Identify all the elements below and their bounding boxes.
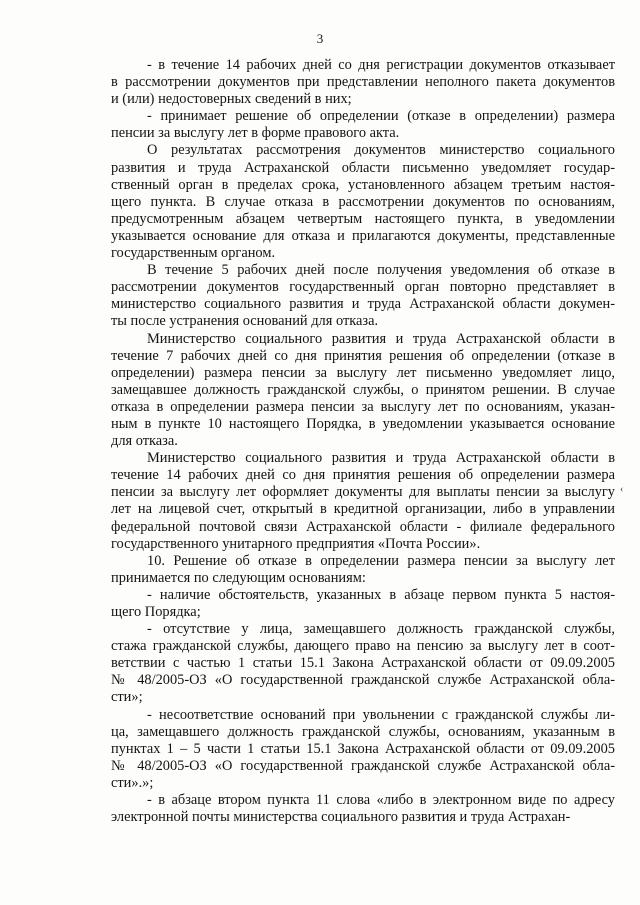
text-line: - принимает решение об определении (отказе в определении) размера xyxy=(147,108,615,125)
text-line: № 48/2005-ОЗ «О государственной гражданской службе Астраханской обла- xyxy=(111,672,615,689)
text-line: пенсии за выслугу лет в форме правового акта. xyxy=(111,125,400,142)
paragraph xyxy=(111,587,615,621)
paragraph xyxy=(111,57,615,108)
text-line: В течение 5 рабочих дней после получения уведомления об отказе в xyxy=(147,262,615,279)
text-line: течение 14 рабочих дней со дня принятия решения об определении размера xyxy=(111,467,615,484)
text-line: ственный орган в пределах срока, установленного абзацем третьим настоя- xyxy=(111,176,615,193)
text-line: государственным органом. xyxy=(111,245,276,262)
paragraph xyxy=(111,450,615,553)
text-line: - наличие обстоятельств, указанных в абзаце первом пункта 5 настоя- xyxy=(147,586,615,603)
paragraph xyxy=(111,262,615,330)
text-line: федеральной почтовой связи Астраханской области - филиале федерального xyxy=(111,518,615,535)
paragraph xyxy=(111,792,615,826)
text-line: - в абзаце втором пункта 11 слова «либо в электронном виде по адресу xyxy=(147,792,615,809)
text-line: министерство социального развития и труда Астраханской области докумен- xyxy=(111,296,615,313)
page-number: 3 xyxy=(316,31,324,46)
text-line: отказа в определении размера пенсии за выслугу лет по основаниям, указан- xyxy=(111,398,615,415)
text-line: - в течение 14 рабочих дней со дня регистрации документов отказывает xyxy=(147,57,615,73)
text-line: предусмотренным абзацем четвертым настоящего пункта, в уведомлении xyxy=(111,210,615,227)
paragraph xyxy=(111,331,615,451)
text-line: рассмотрении документов государственный орган повторно представляет в xyxy=(111,279,615,296)
text-line: указывается основание для отказа и прилагаются документы, представленные xyxy=(111,227,615,244)
text-line: - отсутствие у лица, замещавшего должность гражданской службы, xyxy=(147,621,615,638)
text-line: щего пункта. В случае отказа в рассмотрении документов по основаниям, xyxy=(111,193,615,210)
text-line: пунктах 1 – 5 части 1 статьи 15.1 Закона Астраханской области от 09.09.2005 xyxy=(111,740,615,757)
text-line: № 48/2005-ОЗ «О государственной гражданской службе Астраханской обла- xyxy=(111,757,615,774)
paragraph xyxy=(111,553,615,587)
text-line: стажа гражданской службы, дающего право на пенсию за выслугу лет в соот- xyxy=(111,638,615,655)
text-line: в рассмотрении документов при представлении неполного пакета документов xyxy=(111,74,615,91)
text-line: ты после устранения оснований для отказа. xyxy=(111,313,379,330)
paragraph xyxy=(111,108,615,142)
paragraph xyxy=(111,707,615,792)
document-body xyxy=(111,57,615,826)
text-line: принимается по следующим основаниям: xyxy=(111,569,366,586)
text-line: пенсии за выслугу лет оформляет документы для выплаты пенсии за выслугу xyxy=(111,484,615,501)
text-line: ца, замещавшего должность гражданской службы, основаниям, указанным в xyxy=(111,723,615,740)
text-line: - несоответствие оснований при увольнении с гражданской службы ли- xyxy=(147,706,615,723)
text-line: и (или) недостоверных сведений в них; xyxy=(111,91,352,108)
margin-mark: ‹ xyxy=(620,484,624,495)
text-line: определении) размера пенсии за выслугу лет письменно уведомляет лицо, xyxy=(111,364,615,381)
text-line: сти»; xyxy=(111,689,143,706)
text-line: для отказа. xyxy=(111,433,178,450)
paragraph xyxy=(111,621,615,706)
text-line: Министерство социального развития и труда Астраханской области в xyxy=(147,330,615,347)
text-line: лет на лицевой счет, открытый в кредитной организации, либо в управлении xyxy=(111,501,615,518)
text-line: 10. Решение об отказе в определении размера пенсии за выслугу лет xyxy=(147,552,615,569)
text-line: государственного унитарного предприятия «Почта России». xyxy=(111,535,481,552)
text-line: Министерство социального развития и труда Астраханской области в xyxy=(147,450,615,467)
text-line: щего Порядка; xyxy=(111,604,201,620)
text-line: О результатах рассмотрения документов министерство социального xyxy=(147,142,615,159)
text-line: замещавшее должность гражданской службы, о принятом решении. В случае xyxy=(111,381,615,398)
text-line: течение 7 рабочих дней со дня принятия решения об определении (отказе в xyxy=(111,347,615,364)
paragraph xyxy=(111,142,615,262)
text-line: сти».»; xyxy=(111,774,154,791)
text-line: ным в пункте 10 настоящего Порядка, в уведомлении указывается основание xyxy=(111,415,615,432)
text-line: развития и труда Астраханской области письменно уведомляет государ- xyxy=(111,159,615,176)
text-line: электронной почты министерства социального развития и труда Астрахан- xyxy=(111,809,571,826)
text-line: ветствии с частью 1 статьи 15.1 Закона Астраханской области от 09.09.2005 xyxy=(111,655,615,672)
